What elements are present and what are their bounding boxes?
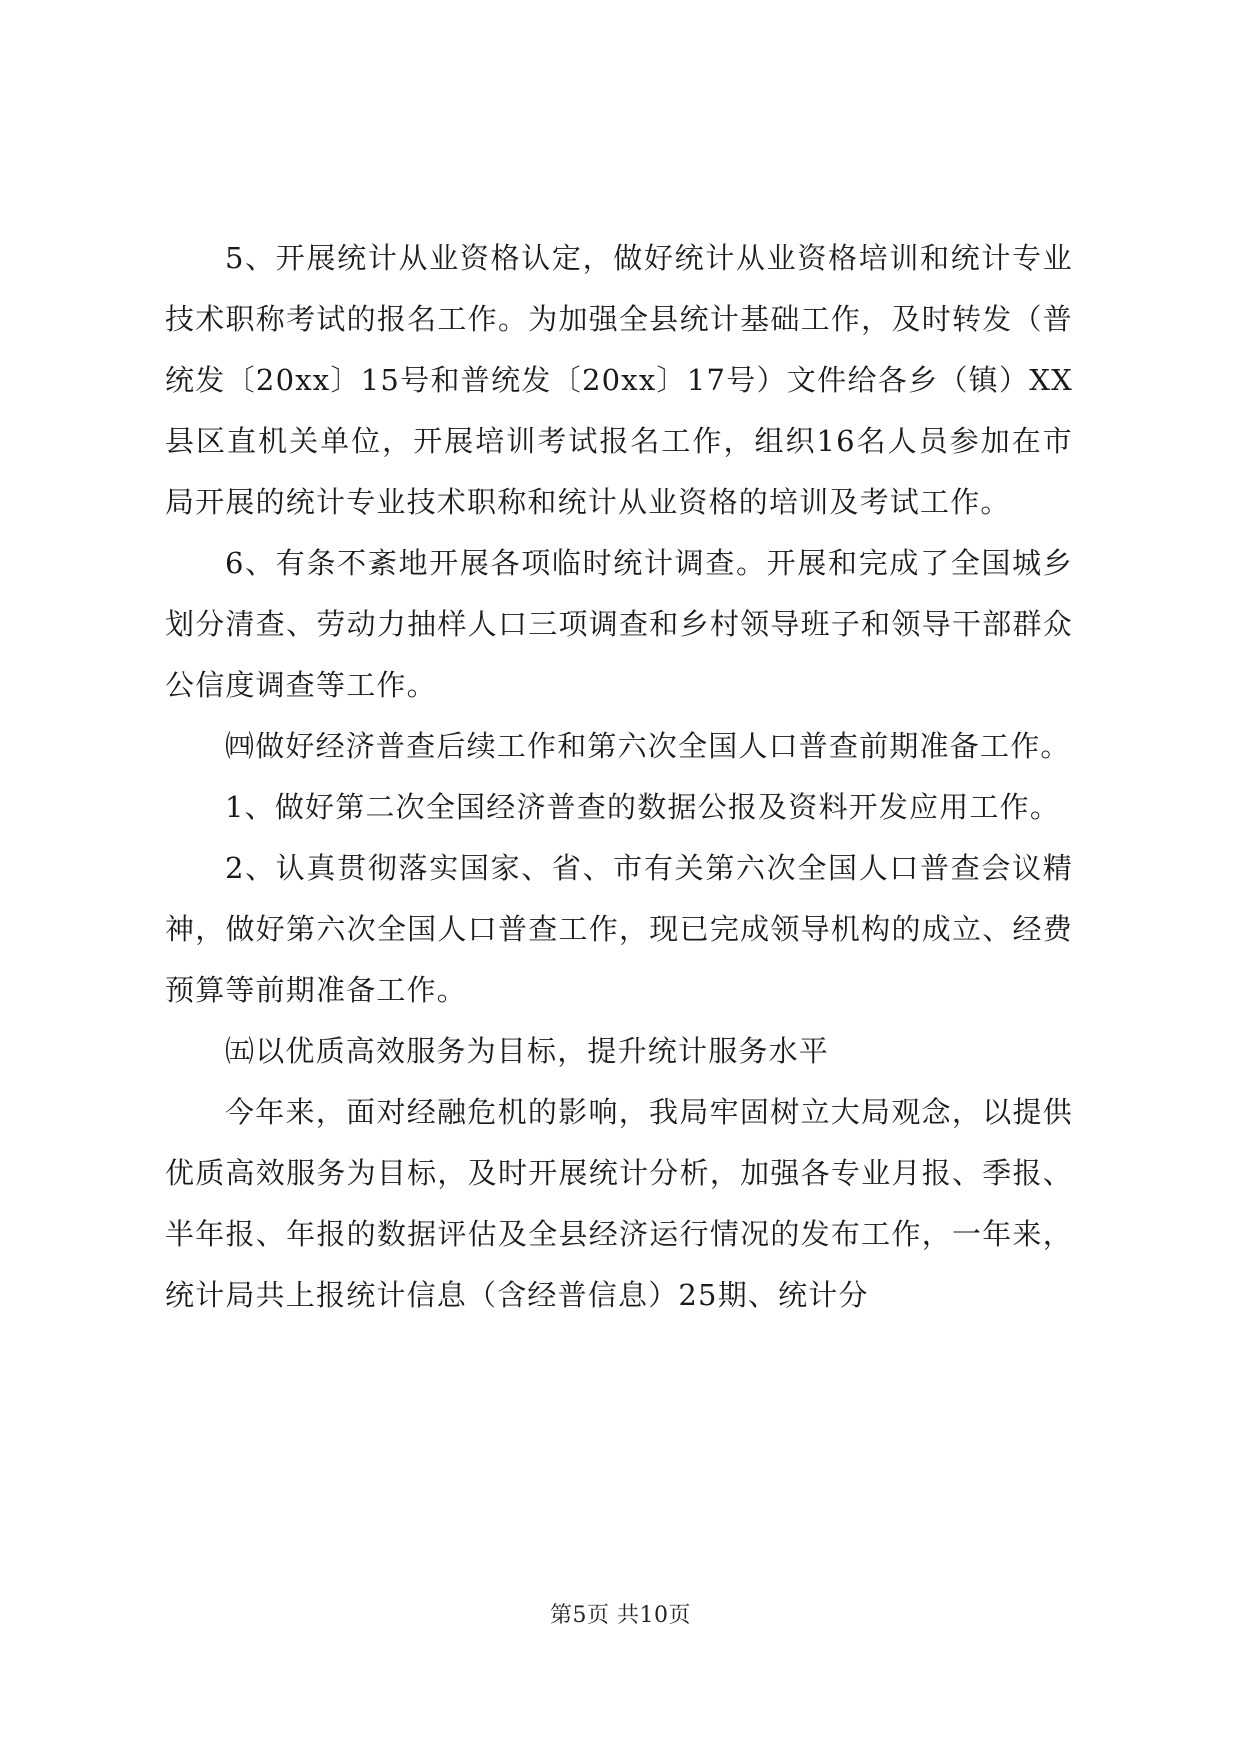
paragraph-section-five-heading: ㈤以优质高效服务为目标，提升统计服务水平: [225, 1034, 830, 1068]
paragraph-temporary-survey: 6、有条不紊地开展各项临时统计调查。开展和完成了全国城乡划分清查、劳动力抽样人口三项调查和乡村领导班子和领导干部群众公信度调查等工作。: [165, 546, 1073, 702]
paragraph-economic-census: 1、做好第二次全国经济普查的数据公报及资料开发应用工作。: [225, 790, 1061, 824]
page-number-footer: 第5页 共10页: [550, 1603, 691, 1628]
paragraph-section-four-heading: ㈣做好经济普查后续工作和第六次全国人口普查前期准备工作。: [225, 729, 1071, 763]
paragraph-service-summary: 今年来，面对经融危机的影响，我局牢固树立大局观念，以提供优质高效服务为目标，及时开展统计分析，加强各专业月报、季报、半年报、年报的数据评估及全县经济运行情况的发布工作，一年来，统计局共上报统计信息（含经普信息）25期、统计分: [165, 1095, 1073, 1312]
document-body: [165, 228, 1073, 1326]
paragraph-qualification: 5、开展统计从业资格认定，做好统计从业资格培训和统计专业技术职称考试的报名工作。为加强全县统计基础工作，及时转发（普统发〔20xx〕15号和普统发〔20xx〕17号）文件给各乡（镇）XX县区直机关单位，开展培训考试报名工作，组织16名人员参加在市局开展的统计专业技术职称和统计从业资格的培训及考试工作。: [165, 241, 1073, 519]
paragraph-population-census: 2、认真贯彻落实国家、省、市有关第六次全国人口普查会议精神，做好第六次全国人口普查工作，现已完成领导机构的成立、经费预算等前期准备工作。: [165, 851, 1073, 1007]
